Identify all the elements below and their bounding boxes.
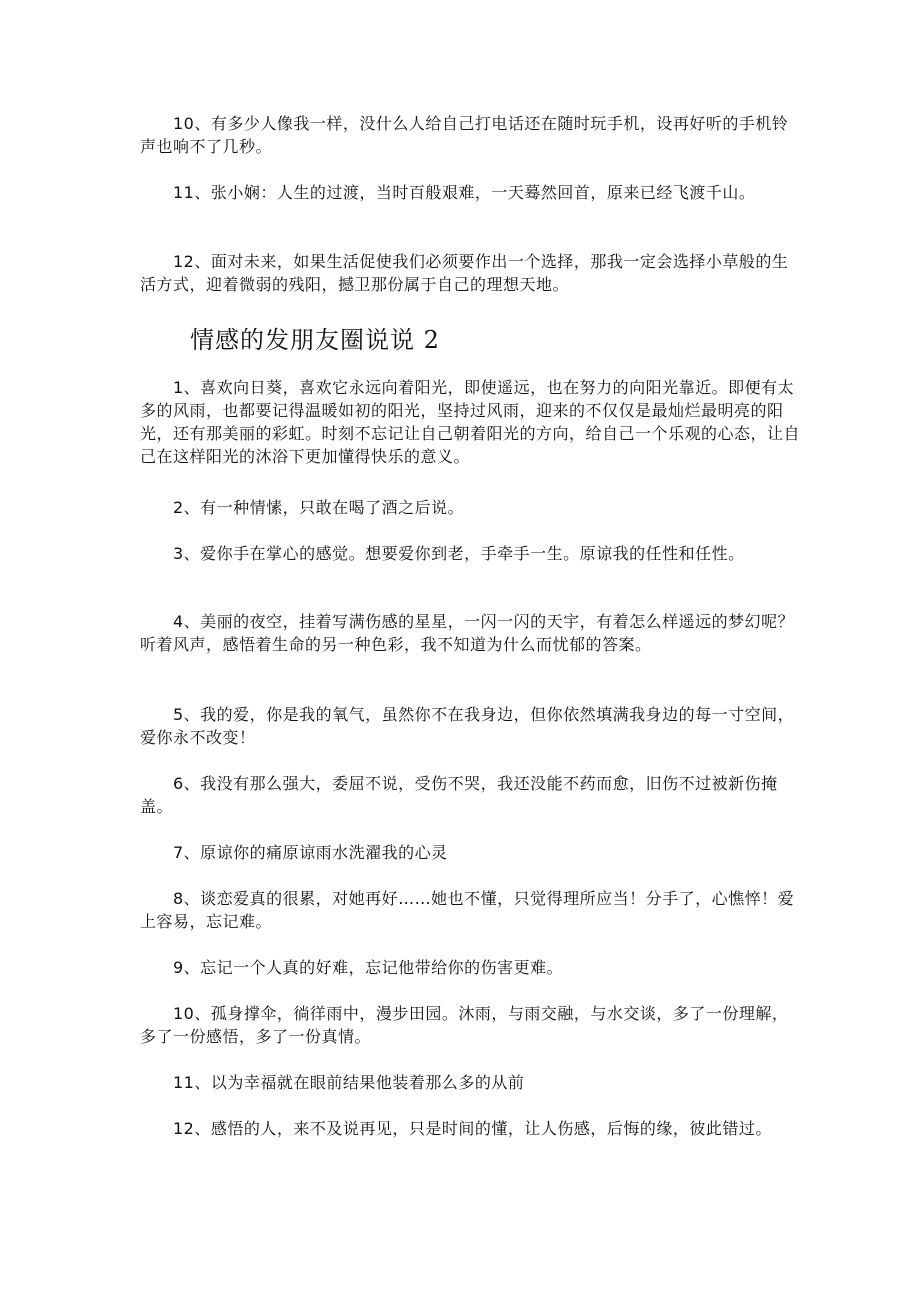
paragraph-item-4: 4、美丽的夜空，挂着写满伤感的星星，一闪一闪的天宇，有着怎么样遥远的梦幻呢？听着风声，感悟着生命的另一种色彩，我不知道为什么而忧郁的答案。 — [140, 612, 795, 654]
paragraph-item-10b: 10、孤身撑伞，徜徉雨中，漫步田园。沐雨，与雨交融，与水交谈，多了一份理解，多了一份感悟，多了一份真情。 — [140, 1004, 789, 1046]
paragraph-item-2: 2、有一种情愫，只敢在喝了酒之后说。 — [173, 498, 465, 517]
paragraph-item-7: 7、原谅你的痛原谅雨水洗濯我的心灵 — [173, 843, 448, 862]
paragraph-item-5: 5、我的爱，你是我的氧气，虽然你不在我身边，但你依然填满我身边的每一寸空间，爱你永不改变！ — [140, 705, 795, 747]
paragraph-item-11: 11、张小娴：人生的过渡，当时百般艰难，一天蓦然回首，原来已经飞渡千山。 — [173, 183, 756, 202]
paragraph-item-8: 8、谈恋爱真的很累，对她再好……她也不懂，只觉得理所应当！分手了，心憔悴！爱上容易，忘记难。 — [140, 889, 795, 931]
paragraph-item-10: 10、有多少人像我一样，没什么人给自己打电话还在随时玩手机，设再好听的手机铃声也响不了几秒。 — [140, 114, 789, 156]
paragraph-item-12: 12、面对未来，如果生活促使我们必须要作出一个选择，那我一定会选择小草般的生活方式，迎着微弱的残阳，撼卫那份属于自己的理想天地。 — [140, 252, 789, 294]
paragraph-item-11b: 11、以为幸福就在眼前结果他装着那么多的从前 — [173, 1073, 525, 1092]
paragraph-item-9: 9、忘记一个人真的好难，忘记他带给你的伤害更难。 — [173, 958, 564, 977]
paragraph-item-1: 1、喜欢向日葵，喜欢它永远向着阳光，即使遥远，也在努力的向阳光靠近。即便有太多的风雨，也都要记得温暖如初的阳光，坚持过风雨，迎来的不仅仅是最灿烂最明亮的阳光，还有那美丽的彩虹。时刻不忘记让自己朝着阳光的方向，给自己一个乐观的心态，让自己在这样阳光的沐浴下更加懂得快乐的意义。 — [140, 378, 801, 466]
paragraph-item-3: 3、爱你手在掌心的感觉。想要爱你到老，手牵手一生。原谅我的任性和任性。 — [173, 544, 745, 563]
paragraph-item-6: 6、我没有那么强大，委屈不说，受伤不哭，我还没能不药而愈，旧伤不过被新伤掩盖。 — [140, 774, 778, 816]
paragraph-item-12b: 12、感悟的人，来不及说再见，只是时间的懂，让人伤感，后悔的缘，彼此错过。 — [173, 1119, 772, 1138]
section-heading: 情感的发朋友圈说说 2 — [190, 326, 440, 354]
